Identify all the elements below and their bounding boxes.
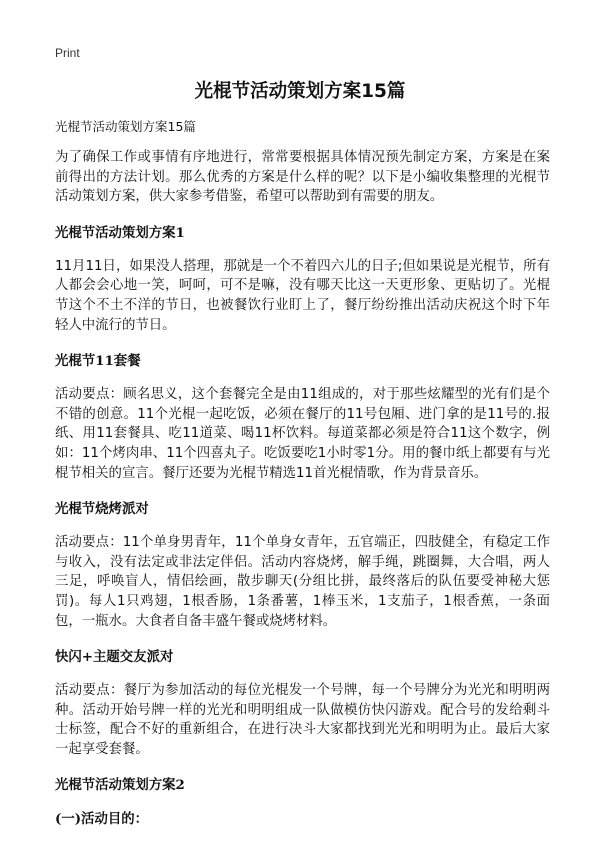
section-paragraph: 活动要点：餐厅为参加活动的每位光棍发一个号牌，每一个号牌分为光光和明明两种。活动开始号牌一样的光光和明明组成一队做模仿快闪游戏。配合号的发给剩斗士标签，配合不好的重新组合，在进行决斗大家都找到光光和明明为止。最后大家一起享受套餐。: [55, 683, 550, 757]
section-heading: 光棍节活动策划方案1: [55, 224, 185, 241]
document-body: [55, 118, 550, 843]
section-heading: 光棍节烧烤派对: [55, 501, 149, 518]
section-paragraph: 11月11日，如果没人搭理，那就是一个不着四六儿的日子;但如果说是光棍节，所有人都会会心地一笑，呵呵，可不是嘛，没有哪天比这一天更形象、更贴切了。光棍节这个不土不洋的节日，也被餐饮行业盯上了，餐厅纷纷推出活动庆祝这个时下年轻人中流行的节日。: [55, 258, 550, 333]
document-subtitle: 光棍节活动策划方案15篇: [55, 119, 196, 134]
section-paragraph: 活动要点：11个单身男青年，11个单身女青年，五官端正，四肢健全，有稳定工作与收入，没有法定或非法定伴侣。活动内容烧烤，解手绳，跳圈舞，大合唱，两人三足，呼唤盲人，情侣绘画，散步聊天(分组比拼，最终落后的队伍要受神秘大惩罚)。每人1只鸡翅，1根香肠，1条番薯，1棒玉米，1支茄子，1根香蕉，一条面包，一瓶水。大食者自备丰盛午餐或烧烤材料。: [55, 535, 550, 629]
page-title: 光棍节活动策划方案15篇: [194, 81, 406, 102]
subsection-heading: (一)活动目的：: [55, 811, 149, 828]
section-paragraph: 活动要点：顾名思义，这个套餐完全是由11组成的，对于那些炫耀型的光有们是个不错的创意。11个光棍一起吃饭，必须在餐厅的11号包厢、进门拿的是11号的.报纸、用11套餐具、吃11道菜、喝11杯饮料。每道菜都必须是符合11这个数字，例如：11个烤肉串、11个四喜丸子。吃饭要吃1小时零1分。用的餐巾纸上都要有与光棍节相关的宣言。餐厅还要为光棍节精选11首光棍情歌，作为背景音乐。: [55, 387, 550, 481]
section-heading: 光棍节11套餐: [55, 353, 141, 370]
intro-paragraph: 为了确保工作或事情有序地进行，常常要根据具体情况预先制定方案，方案是在案前得出的方法计划。那么优秀的方案是什么样的呢？以下是小编收集整理的光棍节活动策划方案，供大家参考借鉴，希望可以帮助到有需要的朋友。: [55, 150, 550, 205]
print-link[interactable]: Print: [55, 46, 80, 60]
section-heading: 快闪+主题交友派对: [55, 649, 174, 666]
section-heading: 光棍节活动策划方案2: [55, 777, 185, 794]
